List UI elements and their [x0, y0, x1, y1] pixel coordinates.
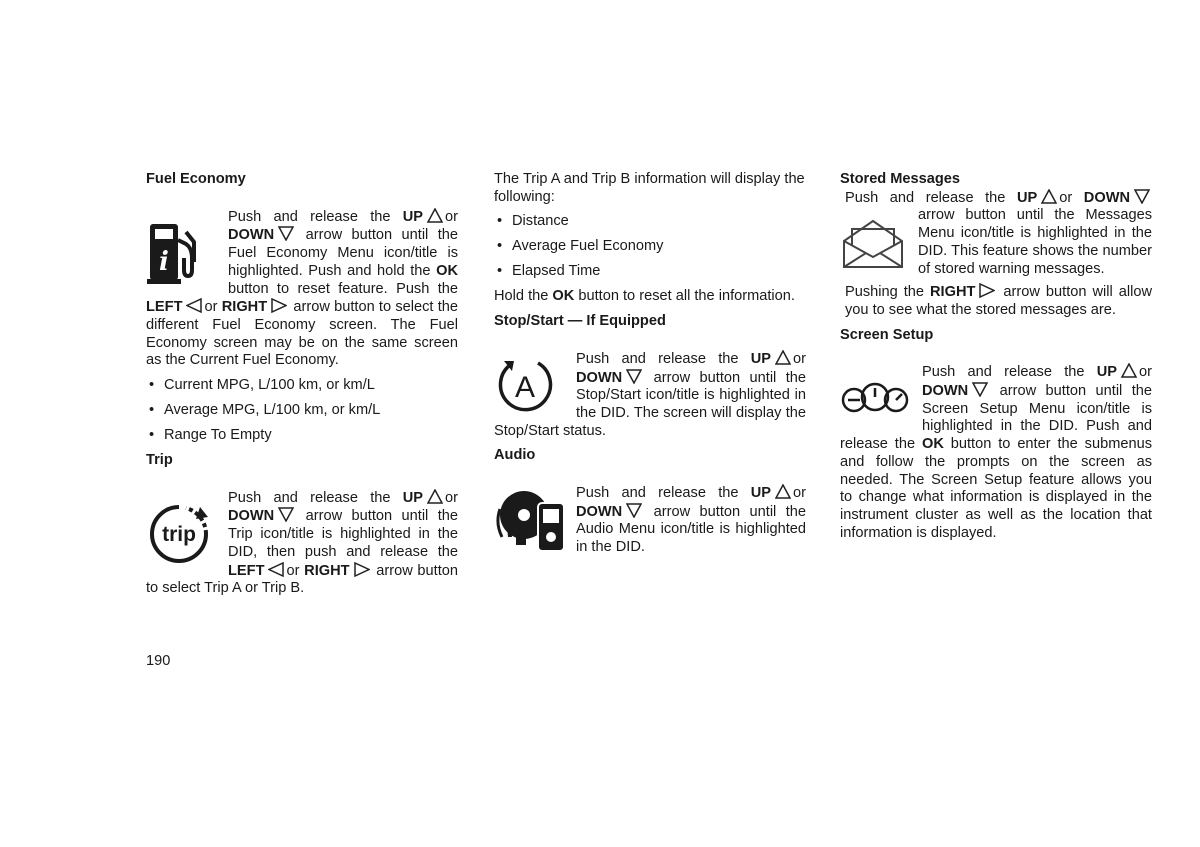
list-item: • Average MPG, L/100 km, or km/L — [146, 402, 458, 420]
fuel-economy-section — [146, 208, 458, 370]
trip-info-hold: Hold the OK button to reset all the information. — [494, 288, 795, 305]
page-number: 190 — [146, 653, 171, 669]
up-arrow-icon — [1041, 189, 1057, 204]
up-arrow-icon — [775, 350, 791, 365]
audio-heading: Audio — [494, 447, 536, 464]
right-arrow-icon — [979, 283, 995, 298]
stored-messages-text: Push and release the UP or DOWN arrow button until the Messages Menu icon/title is highlighted in the DID. This feature shows the number of stored warning messages. — [845, 189, 1152, 279]
column-1 — [146, 171, 458, 598]
stored-messages-section — [840, 189, 1152, 320]
trip-text: Push and release the UP or DOWN arrow button until the Trip icon/title is highlighted in the DID, then push and release the LEFT or RIGHT arrow button to select Trip A or Trip B. — [146, 489, 458, 597]
screen-setup-icon — [840, 363, 922, 433]
stop-start-section — [494, 350, 806, 441]
right-arrow-icon — [354, 562, 370, 577]
fuel-economy-icon — [146, 208, 228, 298]
list-item: • Average Fuel Economy — [494, 238, 806, 256]
up-arrow-icon — [427, 208, 443, 223]
stored-messages-text-2: Pushing the RIGHT arrow button will allow you to see what the stored messages are. — [845, 284, 1152, 318]
trip-heading: Trip — [146, 452, 173, 469]
up-arrow-icon — [775, 484, 791, 499]
screen-setup-heading: Screen Setup — [840, 326, 934, 343]
list-item: • Elapsed Time — [494, 263, 806, 281]
down-arrow-icon — [278, 226, 294, 241]
down-arrow-icon — [626, 503, 642, 518]
screen-setup-section — [840, 363, 1152, 542]
list-item: • Distance — [494, 213, 806, 231]
fuel-economy-text: Push and release the UP or DOWN arrow button until the Fuel Economy Menu icon/title is highlighted. Push and hold the OK button to reset feature. Push the LEFT or RIGHT arrow button to select the different Fuel Economy screen. The Fuel Economy screen may be on the same screen as the Current Fuel Economy. — [146, 208, 458, 369]
column-3 — [840, 171, 1152, 542]
down-arrow-icon — [972, 382, 988, 397]
svg-text:A: A — [514, 370, 536, 404]
left-arrow-icon — [268, 562, 284, 577]
trip-icon — [146, 489, 228, 579]
stop-start-text: Push and release the UP or DOWN arrow button until the Stop/Start icon/title is highlighted in the DID. The screen will display the Stop/Start status. — [494, 350, 806, 439]
message-envelope-icon — [840, 207, 918, 279]
column-2 — [494, 171, 806, 557]
down-arrow-icon — [278, 507, 294, 522]
right-arrow-icon — [271, 298, 287, 313]
audio-text: Push and release the UP or DOWN arrow button until the Audio Menu icon/title is highlighted in the DID. — [576, 485, 806, 556]
audio-section — [494, 484, 806, 557]
audio-icon — [494, 484, 576, 556]
down-arrow-icon — [626, 369, 642, 384]
fuel-economy-list — [146, 377, 458, 445]
trip-section — [146, 489, 458, 598]
fuel-economy-heading: Fuel Economy — [146, 171, 246, 187]
up-arrow-icon — [427, 489, 443, 504]
stored-messages-heading: Stored Messages — [840, 171, 961, 187]
stop-start-icon — [494, 350, 576, 422]
screen-setup-text: Push and release the UP or DOWN arrow button until the Screen Setup Menu icon/title is highlighted in the DID. Push and release the OK button to enter the submenus and follow the prompts on the screen as needed. The Screen Setup feature allows you to change what information is displayed in the instrument cluster as well as the location that information is displayed. — [840, 364, 1152, 541]
trip-info-intro: The Trip A and Trip B information will display the following: — [494, 171, 805, 205]
list-item: • Current MPG, L/100 km, or km/L — [146, 377, 458, 395]
svg-text:i: i — [159, 246, 169, 277]
left-arrow-icon — [186, 298, 202, 313]
trip-info-list — [494, 213, 806, 281]
stop-start-heading: Stop/Start — If Equipped — [494, 313, 666, 330]
list-item: • Range To Empty — [146, 427, 458, 445]
down-arrow-icon — [1134, 189, 1150, 204]
svg-text:trip: trip — [162, 522, 196, 546]
up-arrow-icon — [1121, 363, 1137, 378]
